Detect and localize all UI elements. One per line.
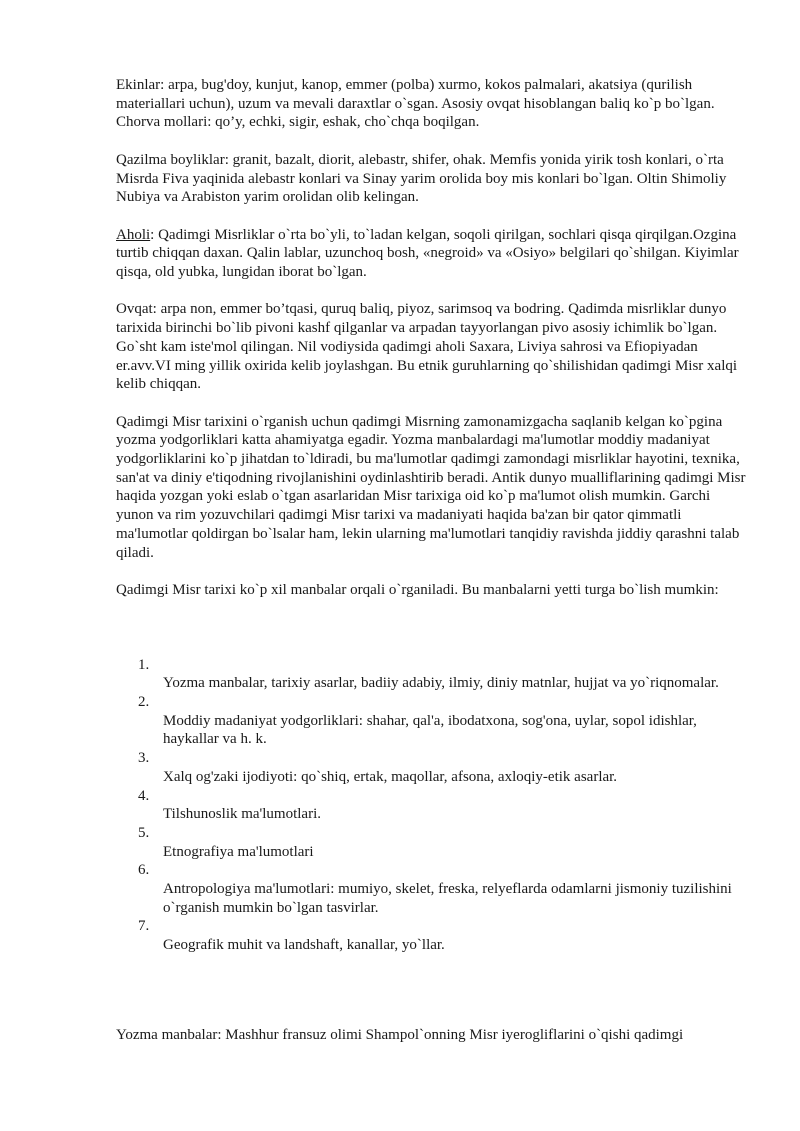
list-item-number: 6.: [138, 862, 150, 879]
list-item-number: 5.: [138, 824, 150, 841]
list-item-text: Etnografiya ma'lumotlari: [163, 843, 314, 860]
paragraph-qazilma: Qazilma boyliklar: granit, bazalt, diorit, alebastr, shifer, ohak. Memfis yonida yirik tosh konlari, o`rta Misrda Fiva yaqinida alebastr konlari va Sinay yarim orolida boy mis konlari bo`lgan. Oltin Shimoliy Nubiya va Arabiston yarim orolidan olib kelingan.: [116, 151, 727, 206]
paragraph-ekinlar: Ekinlar: arpa, bug'doy, kunjut, kanop, emmer (polba) xurmo, kokos palmalari, akatsiya (qurilish materiallari uchun), uzum va mevali daraxtlar o`sgan. Asosiy ovqat hisoblangan baliq ko`p bo`lgan. Chorva mollari: qo’y, echki, sigir, eshak, cho`chqa boqilgan.: [116, 77, 715, 131]
list-item-number: 2.: [138, 694, 150, 711]
list-item: [116, 824, 746, 861]
list-item-number: 7.: [138, 918, 150, 935]
list-item: [116, 656, 746, 693]
list-item: [116, 861, 746, 917]
list-item: [116, 749, 746, 786]
list-item: [116, 917, 746, 954]
list-item-text: Geografik muhit va landshaft, kanallar, yo`llar.: [163, 937, 445, 954]
aholi-text: : Qadimgi Misrliklar o`rta bo`yli, to`ladan kelgan, soqoli qirilgan, sochlari qisqa qirqilgan.Ozgina turtib chiqqan daxan. Qalin lablar, uzunchoq bosh, «negroid» va «Osiyo» belgilari qo`shilgan. Kiyimlar qisqa, old yubka, lungidan iborat bo`lgan.: [116, 226, 739, 280]
list-item-text: Antropologiya ma'lumotlari: mumiyo, skelet, freska, relyeflarda odamlarni jismoniy tuzilishini o`rganish mumkin bo`lgan tasvirlar.: [163, 881, 732, 916]
paragraph-yozma-manbalar: Yozma manbalar: Mashhur fransuz olimi Shampol`onning Misr iyerogliflarini o`qishi qadimgi: [116, 1027, 684, 1043]
paragraph-tarix: Qadimgi Misr tarixini o`rganish uchun qadimgi Misrning zamonamizgacha saqlanib kelgan ko`pgina yozma yodgorliklari katta ahamiyatga egadir. Yozma manbalardagi ma'lumotlar moddiy madaniyat yodgorliklarini ko`p jihatdan to`ldiradi, bu ma'lumotlar qadimgi zamondagi misrliklar hayotini, texnika, san'at va diniy e'tiqodning rivojlanishini oydinlashtirib beradi. Antik dunyo mualliflarining qadimgi Misr haqida yozgan yoki eslab o`tgan asarlaridan Misr tarixiga oid ko`p ma'lumot olish mumkin. Garchi yunon va rim yozuvchilari qadimgi Misr tarixi va madaniyati haqida ba'zan bir qator qimmatli ma'lumotlar qoldirgan bo`lsalar ham, lekin ularning ma'lumotlari tanqidiy ravishda jiddiy qarashni talab qiladi.: [116, 413, 746, 561]
list-item: [116, 693, 746, 749]
document-body: [116, 76, 746, 955]
paragraph-aholi: [116, 226, 746, 282]
paragraph-manbalar: Qadimgi Misr tarixi ko`p xil manbalar orqali o`rganiladi. Bu manbalarni yetti turga bo`lish mumkin:: [116, 581, 719, 598]
blank-space: [116, 600, 746, 656]
sources-list: [116, 656, 746, 955]
list-item-text: Xalq og'zaki ijodiyoti: qo`shiq, ertak, maqollar, afsona, axloqiy-etik asarlar.: [163, 768, 618, 785]
list-item-number: 1.: [138, 656, 150, 673]
list-item-text: Moddiy madaniyat yodgorliklari: shahar, qal'a, ibodatxona, sog'ona, uylar, sopol idishlar, haykallar va h. k.: [163, 712, 697, 748]
list-item-number: 3.: [138, 750, 150, 767]
list-item: [116, 787, 746, 824]
aholi-label: Aholi: [116, 226, 151, 243]
paragraph-ovqat: Ovqat: arpa non, emmer bo’tqasi, quruq baliq, piyoz, sarimsoq va bodring. Qadimda misrliklar dunyo tarixida birinchi bo`lib pivoni kashf qilganlar va arpadan tayyorlangan pivo asosiy ichimlik bo`lgan. Go`sht kam iste'mol qilingan. Nil vodiysida qadimgi aholi Saxara, Liviya sahrosi va Efiopiyadan er.avv.VI ming yillik oxirida kelib joylashgan. Bu etnik guruhlarning qo`shilishidan qadimgi Misr xalqi kelib chiqqan.: [116, 301, 738, 393]
list-item-number: 4.: [138, 787, 150, 804]
list-item-text: Yozma manbalar, tarixiy asarlar, badiiy adabiy, ilmiy, diniy matnlar, hujjat va yo`riqnomalar.: [163, 675, 719, 692]
list-item-text: Tilshunoslik ma'lumotlari.: [163, 806, 321, 823]
